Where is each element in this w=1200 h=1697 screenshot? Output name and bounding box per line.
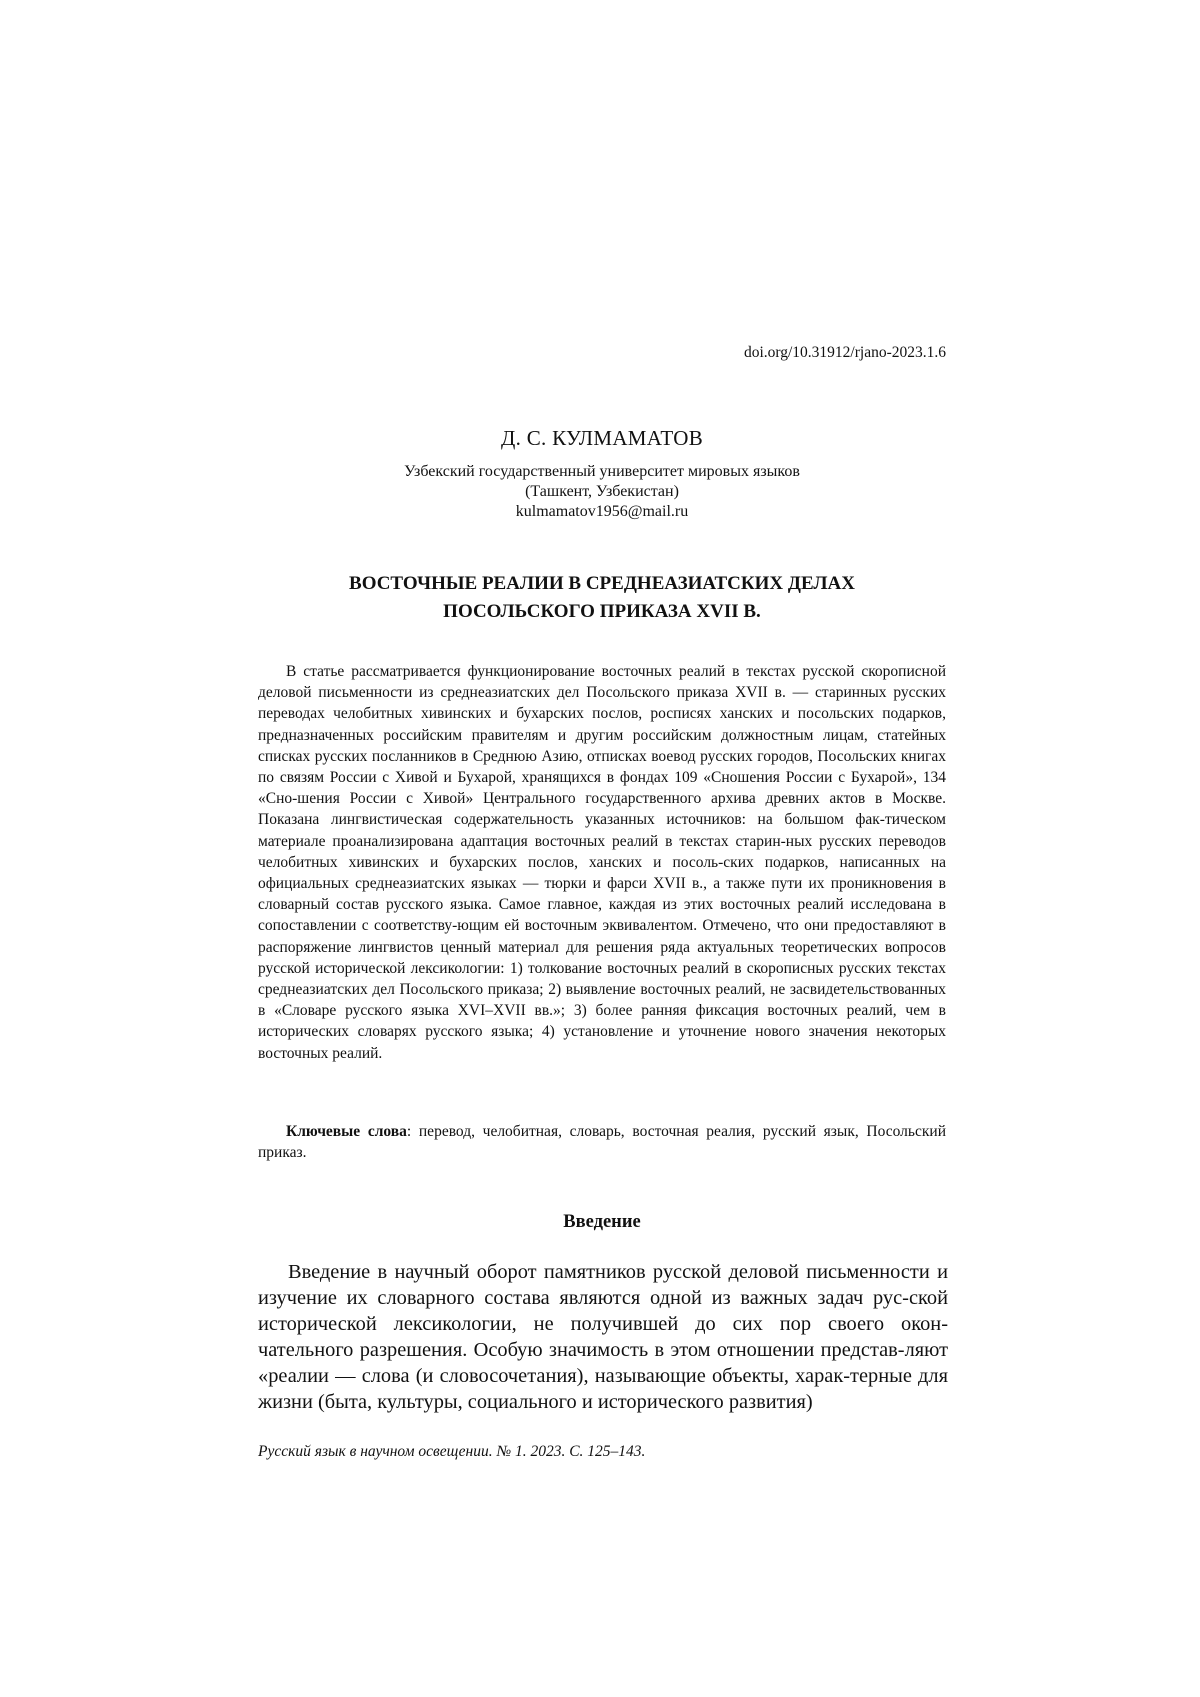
article-title-line-2: ПОСОЛЬСКОГО ПРИКАЗА XVII В. [443,601,761,622]
author-block [258,424,946,522]
keywords-label: Ключевые слова [286,1123,407,1140]
author-email[interactable]: kulmamatov1956@mail.ru [515,503,689,520]
body-paragraph [258,1259,948,1415]
keywords [258,1121,946,1163]
section-heading: Введение [563,1212,641,1232]
keywords-text: : перевод, челобитная, словарь, восточная реалия, русский язык, Посольский приказ. [258,1123,946,1162]
doi-link[interactable]: doi.org/10.31912/rjano-2023.1.6 [743,344,946,361]
journal-citation: Русский язык в научном освещении. № 1. 2023. С. 125–143. [258,1443,646,1460]
article-title-line-1: ВОСТОЧНЫЕ РЕАЛИИ В СРЕДНЕАЗИАТСКИХ ДЕЛАХ [349,573,855,594]
affiliation-line-1: Узбекский государственный университет мировых языков [404,463,800,480]
abstract-text: В статье рассматривается функционирование восточных реалий в текстах русской скорописной деловой письменности из среднеазиатских дел Посольского приказа XVII в. — старинных русских переводах челобитных хивинских и бухарских послов, росписях ханских и посольских подарков, предназначенных российским правителям и другим российским должностным лицам, статейных списках русских посланников в Среднюю Азию, отписках воевод русских городов, Посольских книгах по связям России с Хивой и Бухарой, хранящихся в фондах 109 «Сношения России с Бухарой», 134 «Сно-шения России с Хивой» Центрального государственного архива древних актов в Москве. Показана лингвистическая содержательность указанных источников: на большом фак-тическом материале проанализирована адаптация восточных реалий в текстах старин-ных русских переводов челобитных хивинских и бухарских послов, ханских и посоль-ских подарков, написанных на официальных среднеазиатских языках — тюрки и фарси XVII в., а также пути их проникновения в словарный состав русского языка. Самое главное, каждая из этих восточных реалий исследована в сопоставлении с соответству-ющим ей восточным эквивалентом. Отмечено, что они предоставляют в распоряжение лингвистов ценный материал для решения ряда актуальных теоретических вопросов русской исторической лексикологии: 1) толкование восточных реалий в скорописных русских текстах среднеазиатских дел Посольского приказа; 2) выявление восточных реалий, не засвидетельствованных в «Словаре русского языка XVI–XVII вв.»; 3) более ранняя фиксация восточных реалий, чем в исторических словарях русского языка; 4) установление и уточнение нового значения некоторых восточных реалий. [258,663,946,1062]
article-title [258,570,946,626]
affiliation-line-2: (Ташкент, Узбекистан) [525,483,679,500]
abstract [258,661,946,1064]
author-name: Д. С. КУЛМАМАТОВ [500,426,703,450]
body-paragraph-text: Введение в научный оборот памятников русской деловой письменности и изучение их словарного состава являются одной из важных задач рус-ской исторической лексикологии, не получившей до сих пор своего окон-чательного разрешения. Особую значимость в этом отношении представ-ляют «реалии — слова (и словосочетания), называющие объекты, харак-терные для жизни (быта, культуры, социального и исторического развития) [258,1261,948,1413]
